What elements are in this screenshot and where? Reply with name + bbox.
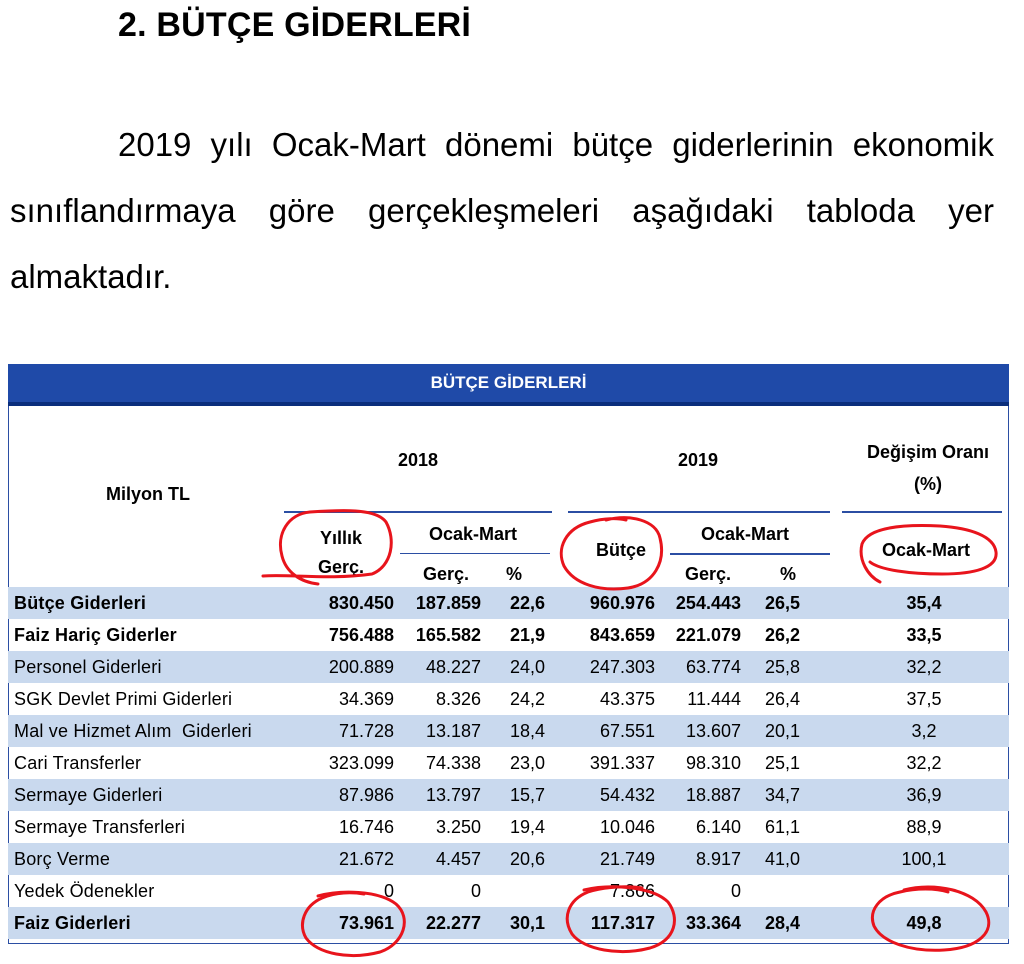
- cell-change: 3,2: [911, 721, 937, 741]
- rule-2019: [568, 511, 830, 513]
- cell-2019-q1: 0: [730, 881, 741, 901]
- cell-2019-pct: 61,1: [764, 817, 800, 837]
- row-label: Mal ve Hizmet Alım Giderleri: [14, 721, 252, 741]
- yearly-real-line2: Gerç.: [317, 557, 365, 577]
- cell-change: 49,8: [906, 913, 942, 933]
- cell-2019-budget: 67.551: [599, 721, 655, 741]
- cell-2019-q1: 254.443: [675, 593, 741, 613]
- row-label: Sermaye Transferleri: [14, 817, 186, 837]
- row-label: Borç Verme: [14, 849, 111, 869]
- cell-2018-pct: 19,4: [509, 817, 545, 837]
- cell-2018-q1: 13.797: [425, 785, 481, 805]
- cell-change: 33,5: [906, 625, 942, 645]
- row-label: Yedek Ödenekler: [14, 881, 155, 901]
- cell-2019-budget: 247.303: [589, 657, 655, 677]
- table-row: [8, 619, 1009, 651]
- change-ratio-line2: (%): [914, 474, 942, 494]
- change-ocak-mart-header: Ocak-Mart: [881, 540, 971, 560]
- cell-2018-q1: 48.227: [425, 657, 481, 677]
- table-row: [8, 587, 1009, 619]
- table-row: [8, 779, 1009, 811]
- cell-2019-budget: 117.317: [590, 913, 655, 933]
- table-row: [8, 747, 1009, 779]
- unit-label: Milyon TL: [106, 484, 190, 504]
- cell-2019-pct: 25,8: [764, 657, 800, 677]
- change-ratio-line1: Değişim Oranı: [866, 442, 990, 462]
- cell-2019-budget: 54.432: [599, 785, 655, 805]
- cell-2018-q1: 8.326: [435, 689, 481, 709]
- change-ratio-header: [843, 436, 1013, 500]
- rule-ocak-mart-2019: [670, 553, 830, 555]
- row-label: Faiz Hariç Giderler: [14, 625, 177, 645]
- cell-2019-pct: 41,0: [764, 849, 800, 869]
- cell-change: 32,2: [906, 657, 942, 677]
- table-row: [8, 843, 1009, 875]
- cell-2019-budget: 43.375: [599, 689, 655, 709]
- cell-2019-pct: 26,2: [764, 625, 800, 645]
- cell-2019-pct: 28,4: [764, 913, 800, 933]
- cell-2018-q1: 74.338: [425, 753, 481, 773]
- cell-2018-pct: 24,0: [509, 657, 545, 677]
- intro-paragraph-text: 2019 yılı Ocak-Mart dönemi bütçe giderlerinin ekonomik sınıflandırmaya göre gerçekleşmeleri aşağıdaki tabloda yer almaktadır.: [10, 126, 994, 295]
- real-2018-header: Gerç.: [422, 564, 470, 584]
- cell-2018-q1: 13.187: [425, 721, 481, 741]
- cell-2019-q1: 63.774: [685, 657, 741, 677]
- cell-2018-yearly: 21.672: [338, 849, 394, 869]
- cell-2018-q1: 3.250: [435, 817, 481, 837]
- cell-2018-yearly: 200.889: [328, 657, 394, 677]
- cell-2019-q1: 13.607: [685, 721, 741, 741]
- cell-2018-yearly: 756.488: [328, 625, 394, 645]
- cell-2019-q1: 18.887: [685, 785, 741, 805]
- row-label: Cari Transferler: [14, 753, 142, 773]
- cell-2019-budget: 960.976: [589, 593, 655, 613]
- table-row: [8, 651, 1009, 683]
- table-row: [8, 907, 1009, 939]
- cell-2018-yearly: 73.961: [338, 913, 394, 933]
- year-2019-header: 2019: [677, 450, 719, 470]
- cell-2019-budget: 10.046: [599, 817, 655, 837]
- cell-change: 36,9: [906, 785, 942, 805]
- cell-2018-q1: 187.859: [415, 593, 481, 613]
- cell-2018-yearly: 323.099: [328, 753, 394, 773]
- cell-change: 37,5: [906, 689, 942, 709]
- cell-2018-yearly: 87.986: [338, 785, 394, 805]
- cell-2019-pct: 26,4: [764, 689, 800, 709]
- cell-2019-q1: 8.917: [695, 849, 741, 869]
- cell-2018-pct: 15,7: [509, 785, 545, 805]
- cell-change: 100,1: [901, 849, 947, 869]
- cell-2018-yearly: 34.369: [338, 689, 394, 709]
- table-body: [8, 587, 1009, 939]
- real-2019-header: Gerç.: [684, 564, 732, 584]
- cell-2019-budget: 391.337: [589, 753, 655, 773]
- cell-2018-pct: 21,9: [509, 625, 545, 645]
- cell-change: 32,2: [906, 753, 942, 773]
- rule-change: [842, 511, 1002, 513]
- cell-2018-pct: 30,1: [509, 913, 545, 933]
- cell-2019-q1: 33.364: [685, 913, 741, 933]
- cell-2019-pct: 25,1: [764, 753, 800, 773]
- row-label: Sermaye Giderleri: [14, 785, 163, 805]
- cell-2018-yearly: 830.450: [328, 593, 394, 613]
- row-label: Faiz Giderleri: [14, 913, 131, 933]
- cell-2018-q1: 4.457: [435, 849, 481, 869]
- pct-2019-header: %: [779, 564, 796, 584]
- cell-2018-pct: 20,6: [509, 849, 545, 869]
- cell-2019-budget: 21.749: [599, 849, 655, 869]
- cell-2019-budget: 7.866: [609, 881, 655, 901]
- cell-2018-pct: 24,2: [509, 689, 545, 709]
- table-row: [8, 811, 1009, 843]
- rule-2018: [284, 511, 552, 513]
- yearly-real-header: [296, 524, 386, 582]
- cell-2018-yearly: 0: [383, 881, 394, 901]
- table-row: [8, 875, 1009, 907]
- table-row: [8, 683, 1009, 715]
- cell-2018-pct: 23,0: [509, 753, 545, 773]
- cell-2018-pct: 22,6: [509, 593, 545, 613]
- cell-change: 88,9: [906, 817, 942, 837]
- budget-expenses-table: [8, 364, 1009, 944]
- cell-2019-pct: 26,5: [764, 593, 800, 613]
- rule-ocak-mart-2018: [400, 553, 550, 554]
- cell-2019-pct: 20,1: [764, 721, 800, 741]
- cell-2019-q1: 221.079: [675, 625, 741, 645]
- cell-2019-q1: 98.310: [685, 753, 741, 773]
- row-label: SGK Devlet Primi Giderleri: [14, 689, 233, 709]
- cell-2019-q1: 6.140: [695, 817, 741, 837]
- budget-2019-header: Bütçe: [595, 540, 646, 560]
- pct-2018-header: %: [505, 564, 522, 584]
- ocak-mart-2019-header: Ocak-Mart: [700, 524, 790, 544]
- row-label: Bütçe Giderleri: [14, 593, 147, 613]
- cell-2018-q1: 165.582: [415, 625, 481, 645]
- cell-2019-q1: 11.444: [687, 689, 741, 709]
- table-title: BÜTÇE GİDERLERİ: [8, 364, 1009, 406]
- cell-2018-yearly: 16.746: [338, 817, 394, 837]
- intro-paragraph: [10, 112, 994, 310]
- cell-2019-pct: 34,7: [764, 785, 800, 805]
- ocak-mart-2018-header: Ocak-Mart: [428, 524, 518, 544]
- year-2018-header: 2018: [397, 450, 439, 470]
- row-label: Personel Giderleri: [14, 657, 162, 677]
- page-heading: 2. BÜTÇE GİDERLERİ: [118, 6, 472, 44]
- table-row: [8, 715, 1009, 747]
- yearly-real-line1: Yıllık: [319, 528, 363, 548]
- cell-2018-q1: 22.277: [425, 913, 481, 933]
- cell-2019-budget: 843.659: [589, 625, 655, 645]
- cell-2018-pct: 18,4: [509, 721, 545, 741]
- cell-2018-q1: 0: [470, 881, 481, 901]
- cell-2018-yearly: 71.728: [338, 721, 394, 741]
- cell-change: 35,4: [906, 593, 942, 613]
